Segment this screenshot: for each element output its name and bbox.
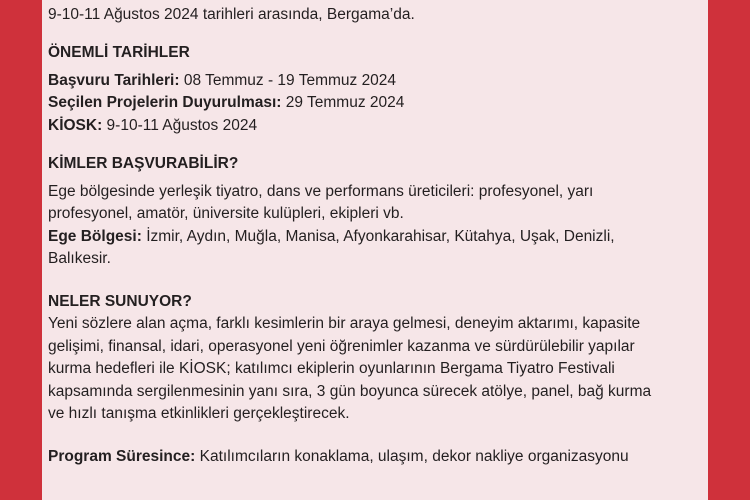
section-when <box>48 0 698 26</box>
program-label: Program Süresince: <box>48 447 196 465</box>
program-line <box>48 446 698 469</box>
text-line: kapsamında sergilenmesinin yanı sıra, 3 gün boyunca sürecek atölye, panel, bağ kurma <box>48 382 652 400</box>
section-important-dates <box>48 42 698 137</box>
date-value: 08 Temmuz - 19 Temmuz 2024 <box>179 71 397 89</box>
section-program <box>48 446 698 469</box>
date-value: 9-10-11 Ağustos 2024 <box>102 116 258 134</box>
heading-who-can-apply: KİMLER BAŞVURABİLİR? <box>48 155 239 172</box>
offered-body <box>48 313 698 426</box>
when-body: 9-10-11 Ağustos 2024 tarihleri arasında, Bergama’da. <box>48 5 415 23</box>
program-value: Katılımcıların konaklama, ulaşım, dekor nakliye organizasyonu <box>195 447 629 465</box>
text-line: kurma hedefleri ile KİOSK; katılımcı ekiplerin oyunlarının Bergama Tiyatro Festivali <box>48 360 615 377</box>
region-label: Ege Bölgesi: <box>48 227 142 245</box>
date-value: 29 Temmuz 2024 <box>281 94 405 111</box>
region-list <box>48 226 698 271</box>
heading-important-dates: ÖNEMLİ TARİHLER <box>48 44 190 61</box>
document-content <box>48 0 698 468</box>
date-label: Başvuru Tarihleri: <box>48 71 180 89</box>
section-who-can-apply <box>48 153 698 271</box>
region-value: İzmir, Aydın, Muğla, Manisa, Afyonkarahisar, Kütahya, Uşak, Denizli, <box>141 227 615 245</box>
content-panel <box>42 0 708 500</box>
date-item-announcement <box>48 92 698 115</box>
text-line: Balıkesir. <box>48 250 111 267</box>
date-label: Seçilen Projelerin Duyurulması: <box>48 94 282 111</box>
text-line: gelişimi, finansal, idari, operasyonel yeni öğrenimler kazanma ve sürdürülebilir yapılar <box>48 337 635 355</box>
section-what-offered <box>48 291 698 426</box>
date-item-kiosk <box>48 115 698 138</box>
text-line: profesyonel, amatör, üniversite kulüpleri, ekipleri vb. <box>48 205 404 222</box>
text-line: ve hızlı tanışma etkinlikleri gerçekleştirecek. <box>48 405 350 422</box>
text-line: Yeni sözlere alan açma, farklı kesimlerin bir araya gelmesi, deneyim aktarımı, kapasite <box>48 315 641 332</box>
who-body <box>48 181 698 226</box>
date-label: KİOSK: <box>48 116 103 134</box>
text-line: Ege bölgesinde yerleşik tiyatro, dans ve performans üreticileri: profesyonel, yarı <box>48 182 594 200</box>
date-item-application <box>48 70 698 93</box>
heading-what-offered: NELER SUNUYOR? <box>48 292 192 310</box>
